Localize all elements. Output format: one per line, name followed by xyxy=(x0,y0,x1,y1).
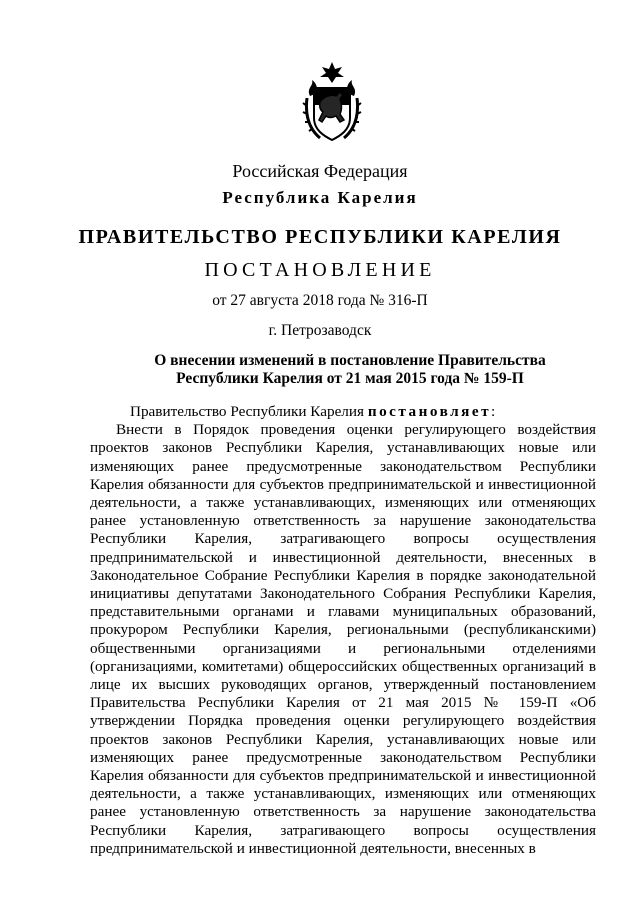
preamble-text: Правительство Республики Карелия xyxy=(130,403,368,420)
title-line: О внесении изменений в постановление Правительства xyxy=(154,352,546,369)
document-title xyxy=(150,352,550,388)
title-line: Республики Карелия от 21 мая 2015 года № 159-П xyxy=(176,370,524,387)
body-paragraph: Внести в Порядок проведения оценки регулирующего воздействия проектов законов Республики Карелия, устанавливающих новые или изменяющих ранее предусмотренные законодательством Республики Карелия обязанности для субъектов предпринимательской и инвестиционной деятельности, а также устанавливающих, изменяющих или отменяющих ранее установленную ответственность за нарушение законодательства Республики Карелия, затрагивающего вопросы осуществления предпринимательской и инвестиционной деятельности, внесенных в Законодательное Собрание Республики Карелия в порядке законодательной инициативы депутатами Законодательного Собрания Республики Карелия, представительными органами и главами муниципальных образований, прокурором Республики Карелия, региональными (республиканскими) общественными организациями и региональными отделениями (организациями, комитетами) общероссийских общественных организаций в лице их высших руководящих органов, утвержденный постановлением Правительства Республики Карелия от 21 мая 2015 № 159-П «Об утверждении Порядка проведения оценки регулирующего воздействия проектов законов Республики Карелия, устанавливающих новые или изменяющих ранее предусмотренные законодательством Республики Карелия обязанности для субъектов предпринимательской и инвестиционной деятельности, а также устанавливающих, изменяющих или отменяющих ранее установленную ответственность за нарушение законодательства Республики Карелия, затрагивающего вопросы осуществления предпринимательской и инвестиционной деятельности, внесенных в xyxy=(90,421,596,857)
government-heading: ПРАВИТЕЛЬСТВО РЕСПУБЛИКИ КАРЕЛИЯ xyxy=(78,226,562,248)
document-type: ПОСТАНОВЛЕНИЕ xyxy=(204,259,436,281)
preamble xyxy=(90,403,596,421)
preamble-verb: постановляет xyxy=(367,403,492,420)
city: г. Петрозаводск xyxy=(268,322,372,339)
country-name: Российская Федерация xyxy=(232,161,408,181)
coat-of-arms-icon xyxy=(302,62,362,144)
republic-name: Республика Карелия xyxy=(222,188,418,207)
preamble-colon: : xyxy=(491,403,496,420)
date-number: от 27 августа 2018 года № 316-П xyxy=(212,292,428,309)
document-body xyxy=(90,403,596,858)
